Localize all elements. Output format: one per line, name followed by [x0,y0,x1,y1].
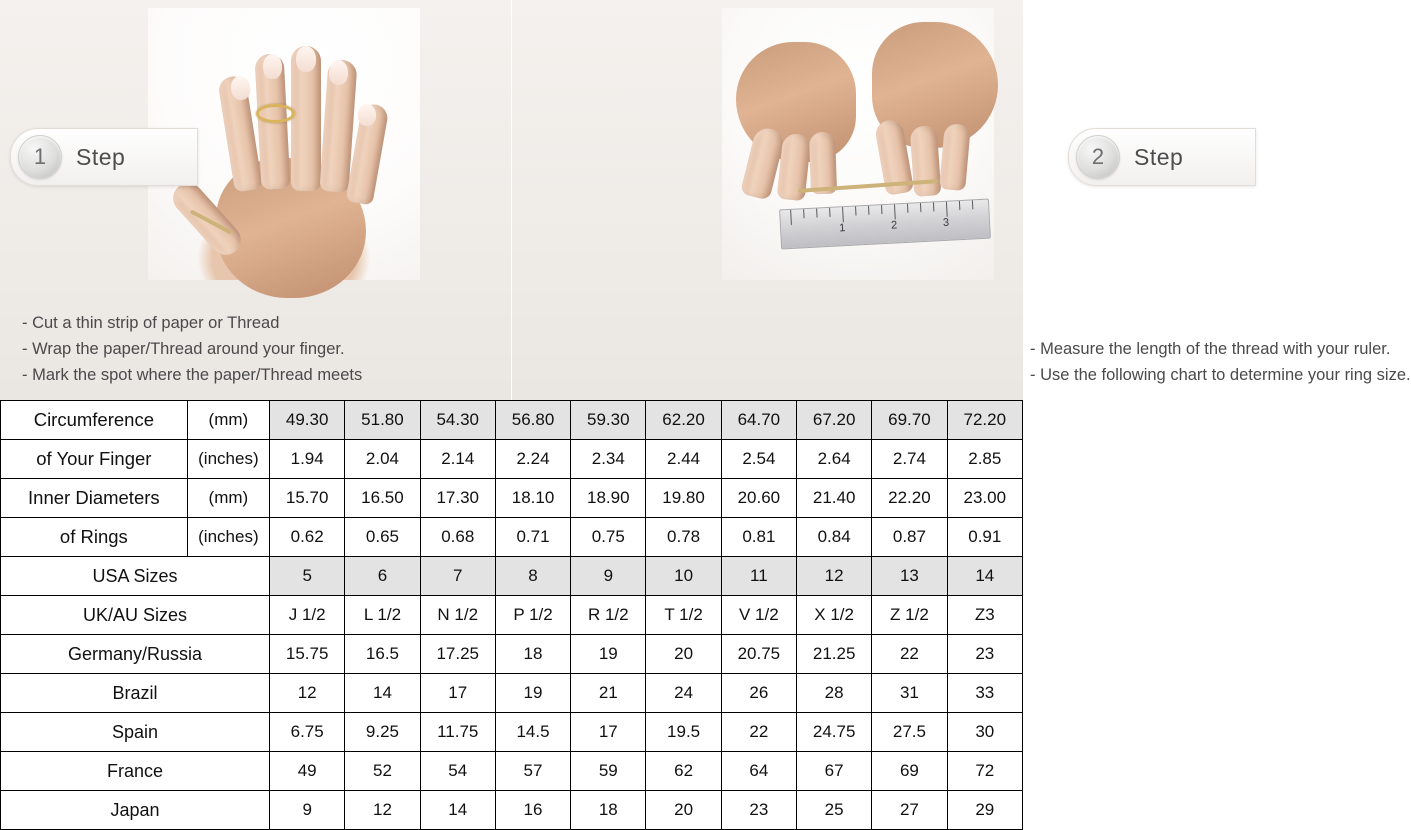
ruler-image [779,199,991,250]
cell: 17 [420,674,495,713]
cell: 19 [495,674,570,713]
cell: 64 [721,752,796,791]
table-row [1,791,1023,830]
cell: 20.75 [721,635,796,674]
step-2-badge [1068,128,1256,186]
step-2-panel [511,0,1411,400]
row-label: Brazil [1,674,270,713]
cell: 2.24 [495,440,570,479]
cell: 21.40 [797,479,872,518]
step-2-instruction-line: - Use the following chart to determine your ring size. [1030,366,1411,384]
cell: 19.5 [646,713,721,752]
cell: T 1/2 [646,596,721,635]
table-row [1,596,1023,635]
cell: 72.20 [947,401,1022,440]
cell: 33 [947,674,1022,713]
cell: 23 [721,791,796,830]
cell: 56.80 [495,401,570,440]
cell: 23 [947,635,1022,674]
cell: 19 [571,635,646,674]
cell: R 1/2 [571,596,646,635]
cell: 24 [646,674,721,713]
cell: 2.14 [420,440,495,479]
table-row [1,557,1023,596]
row-label: Spain [1,713,270,752]
cell: 27.5 [872,713,947,752]
cell: 17 [571,713,646,752]
cell: 18.90 [571,479,646,518]
cell: 17.25 [420,635,495,674]
cell: 0.68 [420,518,495,557]
step-2-instruction-line: - Measure the length of the thread with your ruler. [1030,340,1391,358]
row-label: of Your Finger [1,440,188,479]
table-row [1,674,1023,713]
step-2-photo [722,8,994,280]
cell: 16 [495,791,570,830]
cell: 22.20 [872,479,947,518]
cell: N 1/2 [420,596,495,635]
cell: 2.44 [646,440,721,479]
step-1-badge [10,128,198,186]
cell: 20.60 [721,479,796,518]
cell: 16.50 [345,479,420,518]
cell: 12 [270,674,345,713]
cell: 15.75 [270,635,345,674]
cell: 51.80 [345,401,420,440]
cell: 25 [797,791,872,830]
step-1-word: Step [76,143,126,170]
cell: 20 [646,635,721,674]
ruler-number: 3 [942,216,950,229]
cell: 8 [495,557,570,596]
step-1-number: 1 [18,135,62,179]
cell: 49 [270,752,345,791]
cell: 16.5 [345,635,420,674]
cell: 49.30 [270,401,345,440]
cell: 9 [270,791,345,830]
table-row [1,440,1023,479]
cell: 0.78 [646,518,721,557]
table-row [1,713,1023,752]
cell: 52 [345,752,420,791]
cell: 24.75 [797,713,872,752]
ring-size-table [0,400,1023,830]
cell: 18 [571,791,646,830]
cell: 12 [345,791,420,830]
cell: 0.84 [797,518,872,557]
step-2-word: Step [1134,143,1184,170]
cell: L 1/2 [345,596,420,635]
cell: 6.75 [270,713,345,752]
cell: 59 [571,752,646,791]
row-unit: (mm) [187,479,269,518]
cell: 18.10 [495,479,570,518]
cell: Z3 [947,596,1022,635]
cell: 7 [420,557,495,596]
row-unit: (inches) [187,440,269,479]
row-label: Circumference [1,401,188,440]
cell: 23.00 [947,479,1022,518]
cell: Z 1/2 [872,596,947,635]
table-row [1,479,1023,518]
cell: 9.25 [345,713,420,752]
step-1-instruction-line: - Mark the spot where the paper/Thread meets [22,366,363,384]
cell: 67.20 [797,401,872,440]
cell: 10 [646,557,721,596]
row-label: USA Sizes [1,557,270,596]
cell: 54 [420,752,495,791]
cell: 69.70 [872,401,947,440]
cell: 14.5 [495,713,570,752]
cell: 62 [646,752,721,791]
ring-size-table-container [0,400,1023,826]
cell: 14 [947,557,1022,596]
cell: 22 [872,635,947,674]
cell: 62.20 [646,401,721,440]
row-unit: (inches) [187,518,269,557]
cell: 30 [947,713,1022,752]
cell: 57 [495,752,570,791]
cell: 22 [721,713,796,752]
cell: 18 [495,635,570,674]
cell: 0.62 [270,518,345,557]
cell: V 1/2 [721,596,796,635]
cell: 0.65 [345,518,420,557]
cell: 5 [270,557,345,596]
cell: 29 [947,791,1022,830]
row-label: Inner Diameters [1,479,188,518]
cell: 59.30 [571,401,646,440]
cell: 0.91 [947,518,1022,557]
step-1-instruction-line: - Wrap the paper/Thread around your finger. [22,340,345,358]
table-row [1,401,1023,440]
step-2-number: 2 [1076,135,1120,179]
table-row [1,518,1023,557]
cell: 0.87 [872,518,947,557]
cell: 54.30 [420,401,495,440]
row-unit: (mm) [187,401,269,440]
cell: 2.54 [721,440,796,479]
row-label: Germany/Russia [1,635,270,674]
cell: 67 [797,752,872,791]
cell: 72 [947,752,1022,791]
cell: 12 [797,557,872,596]
step-1-panel [0,0,511,400]
cell: 11.75 [420,713,495,752]
cell: 0.81 [721,518,796,557]
table-row [1,635,1023,674]
steps-section [0,0,1411,400]
cell: 15.70 [270,479,345,518]
cell: 2.34 [571,440,646,479]
cell: 14 [420,791,495,830]
ruler-number: 1 [838,222,846,235]
cell: 21 [571,674,646,713]
cell: 0.71 [495,518,570,557]
cell: 2.64 [797,440,872,479]
row-label: UK/AU Sizes [1,596,270,635]
cell: 2.04 [345,440,420,479]
cell: 28 [797,674,872,713]
cell: 31 [872,674,947,713]
cell: 2.74 [872,440,947,479]
cell: 13 [872,557,947,596]
cell: X 1/2 [797,596,872,635]
cell: 27 [872,791,947,830]
cell: 17.30 [420,479,495,518]
hand-measuring-thread-image [722,8,994,280]
cell: 19.80 [646,479,721,518]
ruler-number: 2 [890,219,898,232]
step-1-instruction-line: - Cut a thin strip of paper or Thread [22,314,280,332]
cell: 69 [872,752,947,791]
row-label: Japan [1,791,270,830]
cell: 0.75 [571,518,646,557]
cell: J 1/2 [270,596,345,635]
cell: 64.70 [721,401,796,440]
row-label: France [1,752,270,791]
cell: 1.94 [270,440,345,479]
step-1-instructions [22,310,362,388]
cell: P 1/2 [495,596,570,635]
cell: 21.25 [797,635,872,674]
table-row [1,752,1023,791]
cell: 6 [345,557,420,596]
row-label: of Rings [1,518,188,557]
step-2-instructions [1030,336,1411,388]
cell: 11 [721,557,796,596]
cell: 9 [571,557,646,596]
ring-on-finger-icon [256,104,295,123]
cell: 26 [721,674,796,713]
cell: 20 [646,791,721,830]
cell: 2.85 [947,440,1022,479]
cell: 14 [345,674,420,713]
